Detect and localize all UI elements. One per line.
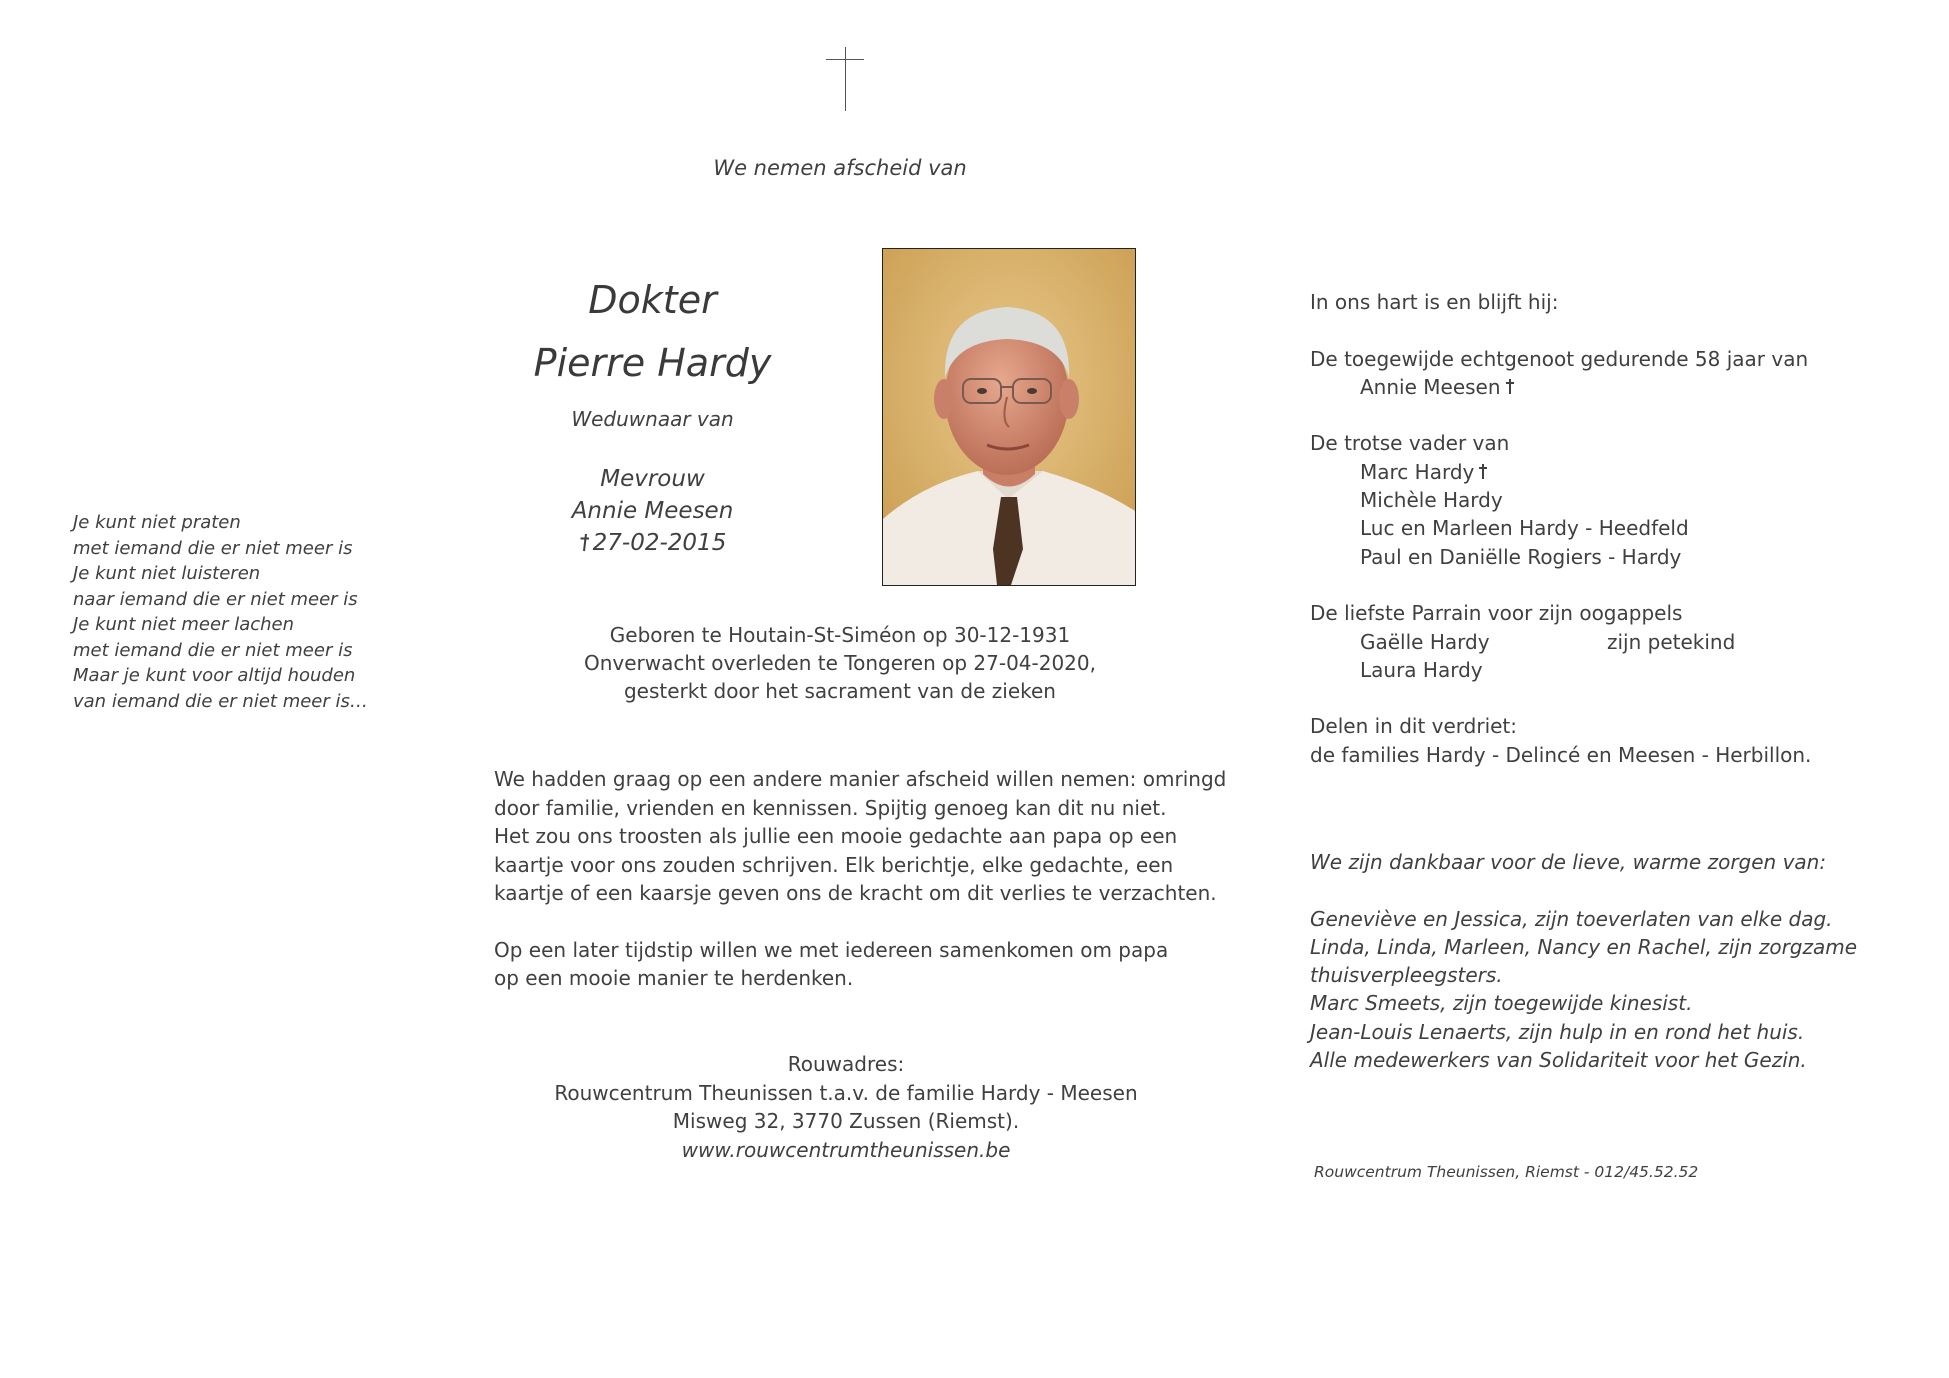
address-line1: Rouwcentrum Theunissen t.a.v. de familie Hardy - Meesen <box>554 1080 1138 1105</box>
cross-icon <box>579 533 591 552</box>
message-line: op een mooie manier te herdenken. <box>494 966 854 990</box>
message-line: Het zou ons troosten als jullie een mooie gedachte aan papa op een <box>494 824 1178 848</box>
message-line: kaartje of een kaarsje geven ons de kracht om dit verlies te verzachten. <box>494 881 1217 905</box>
family-section <box>1310 288 1910 769</box>
thanks-line: Jean-Louis Lenaerts, zijn hulp in en rond het huis. <box>1310 1019 1805 1044</box>
father-intro: De trotse vader van <box>1310 431 1510 456</box>
address-line2: Misweg 32, 3770 Zussen (Riemst). <box>672 1109 1020 1133</box>
thanks-line: Alle medewerkers van Solidariteit voor het Gezin. <box>1310 1048 1807 1073</box>
grandchild-name: Laura Hardy <box>1360 657 1483 682</box>
grandchild-name: Gaëlle Hardy <box>1360 629 1490 654</box>
poem-line: naar iemand die er niet meer is <box>73 588 358 610</box>
poem <box>73 510 368 714</box>
thanks-heading: We zijn dankbaar voor de lieve, warme zorgen van: <box>1310 850 1827 874</box>
spouse-death-date: 27-02-2015 <box>592 530 727 556</box>
thanks-line: Geneviève en Jessica, zijn toeverlaten van elke dag. <box>1310 906 1833 931</box>
child-name: Marc Hardy <box>1360 459 1475 484</box>
spouse-intro: De toegewijde echtgenoot gedurende 58 jaar van <box>1310 346 1809 371</box>
spacer <box>1310 316 1910 344</box>
spouse-entry <box>1310 373 1910 401</box>
spouse-title: Mevrouw <box>600 466 705 492</box>
sacrament-line: gesterkt door het sacrament van de zieken <box>623 679 1056 703</box>
message-line: door familie, vrienden en kennissen. Spijtig genoeg kan dit nu niet. <box>494 795 1167 820</box>
family-message <box>494 765 1226 993</box>
message-line: We hadden graag op een andere manier afscheid willen nemen: omringd <box>494 767 1227 791</box>
cross-icon <box>1478 463 1488 480</box>
parrain-intro: De liefste Parrain voor zijn oogappels <box>1310 601 1683 626</box>
families-line: de families Hardy - Delincé en Meesen - Herbillon. <box>1310 742 1812 767</box>
child-name: Luc en Marleen Hardy - Heedfeld <box>1360 516 1689 541</box>
spacer <box>1310 684 1910 712</box>
birth-line: Geboren te Houtain-St-Siméon op 30-12-1931 <box>609 623 1071 647</box>
grandchild-entry <box>1310 628 1910 656</box>
poem-line: Je kunt niet meer lachen <box>73 614 295 635</box>
poem-line: Je kunt niet luisteren <box>73 563 261 584</box>
spacer <box>1310 571 1910 599</box>
thanks-line: thuisverpleegsters. <box>1310 963 1503 988</box>
spacer <box>1310 876 1910 904</box>
paragraph-gap <box>494 908 1226 936</box>
family-heading: In ons hart is en blijft hij: <box>1310 290 1559 314</box>
spouse-entry-name: Annie Meesen <box>1360 374 1501 399</box>
funeral-home-footer: Rouwcentrum Theunissen, Riemst - 012/45.52.52 <box>1314 1163 1699 1181</box>
cross-icon <box>845 47 846 111</box>
website-link[interactable]: www.rouwcentrumtheunissen.be <box>681 1137 1011 1162</box>
spacer <box>1310 401 1910 429</box>
deceased-name: Pierre Hardy <box>533 341 772 385</box>
intro-text: We nemen afscheid van <box>713 156 967 180</box>
portrait-illustration <box>883 249 1135 585</box>
death-line: Onverwacht overleden te Tongeren op 27-04-2020, <box>584 651 1096 675</box>
child-name: Michèle Hardy <box>1360 488 1503 513</box>
spouse-name: Annie Meesen <box>571 498 734 524</box>
portrait-photo <box>882 248 1136 586</box>
message-line: kaartje voor ons zouden schrijven. Elk berichtje, elke gedachte, een <box>494 852 1174 877</box>
birth-info <box>500 621 1180 705</box>
poem-line: Maar je kunt voor altijd houden <box>73 665 356 686</box>
poem-line: Je kunt niet praten <box>73 512 241 533</box>
godchild-note: zijn petekind <box>1607 629 1736 654</box>
thanks-line: Linda, Linda, Marleen, Nancy en Rachel, zijn zorgzame <box>1310 934 1858 959</box>
widow-label: Weduwnaar van <box>571 407 734 431</box>
grief-intro: Delen in dit verdriet: <box>1310 714 1518 739</box>
mourning-address <box>520 1050 1172 1164</box>
spouse-death-line <box>480 527 825 559</box>
thanks-section <box>1310 848 1910 1074</box>
poem-line: met iemand die er niet meer is <box>73 639 353 661</box>
child-entry <box>1310 458 1910 486</box>
thanks-line: Marc Smeets, zijn toegewijde kinesist. <box>1310 991 1693 1016</box>
cross-icon-bar <box>826 59 864 60</box>
child-name: Paul en Daniëlle Rogiers - Hardy <box>1360 544 1682 569</box>
address-label: Rouwadres: <box>787 1052 905 1076</box>
cross-icon <box>1505 378 1515 395</box>
poem-line: met iemand die er niet meer is <box>73 537 353 559</box>
deceased-title: Dokter <box>588 278 717 322</box>
message-line: Op een later tijdstip willen we met iedereen samenkomen om papa <box>494 937 1169 962</box>
poem-line: van iemand die er niet meer is… <box>73 690 368 712</box>
spouse-block <box>480 463 825 559</box>
